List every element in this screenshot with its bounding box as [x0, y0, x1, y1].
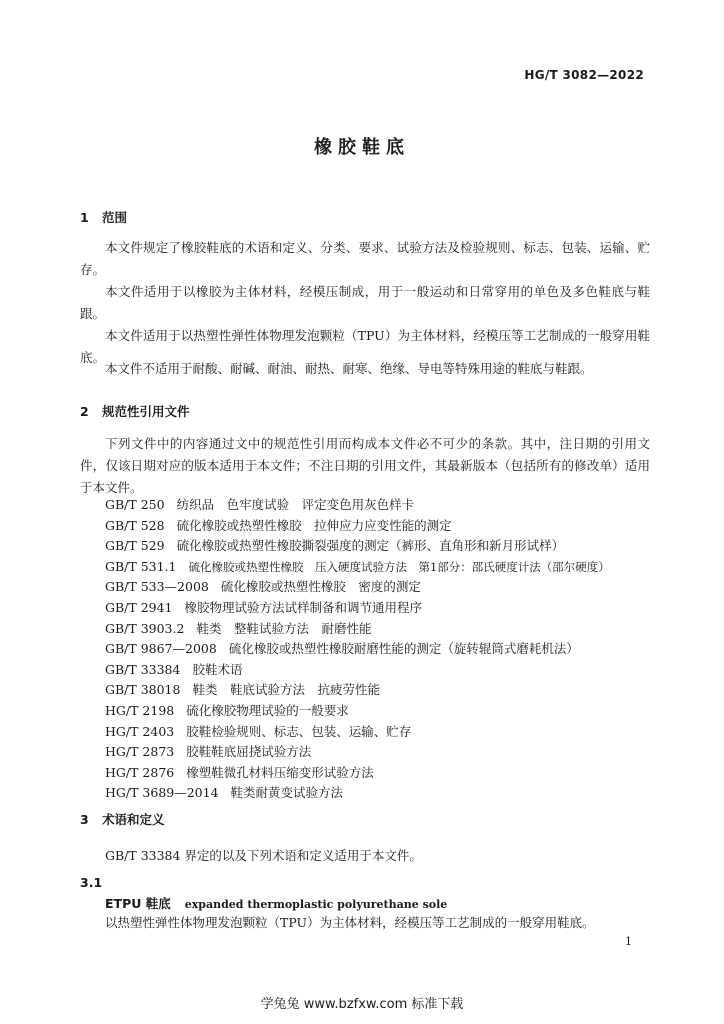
reference-item [105, 701, 665, 722]
section-number: 2 [80, 404, 89, 419]
reference-item [105, 516, 665, 537]
term-number: 3.1 [80, 875, 103, 890]
section-2-heading [80, 402, 190, 420]
terms-intro: GB/T 33384 界定的以及下列术语和定义适用于本文件。 [105, 848, 422, 863]
document-title: 橡胶鞋底 [314, 137, 410, 158]
reference-item [105, 763, 665, 784]
reference-code: GB/T 250 [105, 497, 165, 512]
reference-code: GB/T 529 [105, 538, 165, 554]
reference-title: 鞋类耐黄变试验方法 [230, 785, 344, 801]
reference-title: 纺织品 色牢度试验 评定变色用灰色样卡 [176, 497, 415, 512]
term-definition: 以热塑性弹性体物理发泡颗粒（TPU）为主体材料，经模压等工艺制成的一般穿用鞋底。 [105, 915, 595, 930]
reference-item [105, 536, 665, 557]
section-title: 术语和定义 [102, 812, 165, 827]
reference-code: GB/T 531.1 [105, 558, 177, 574]
reference-item [105, 619, 665, 640]
reference-title: 鞋类 整鞋试验方法 耐磨性能 [196, 620, 372, 636]
references-intro: 下列文件中的内容通过文中的规范性引用而构成本文件必不可少的条款。其中，注日期的引用文件，仅该日期对应的版本适用于本文件；不注日期的引用文件，其最新版本（包括所有的修改单）适用于本文件。 [80, 436, 650, 495]
reference-item [105, 557, 665, 578]
scope-paragraph: 本文件规定了橡胶鞋底的术语和定义、分类、要求、试验方法及检验规则、标志、包装、运输、贮存。 [80, 240, 650, 277]
reference-title: 鞋类 鞋底试验方法 抗疲劳性能 [192, 682, 380, 698]
reference-item [105, 660, 665, 681]
section-3-heading [80, 810, 165, 828]
reference-title: 硫化橡胶或热塑性橡胶耐磨性能的测定（旋转辊筒式磨耗机法） [228, 641, 579, 657]
footer-watermark: 学兔兔 www.bzfxw.com 标准下载 [260, 997, 464, 1012]
reference-title: 硫化橡胶或热塑性橡胶 拉伸应力应变性能的测定 [176, 517, 452, 533]
section-title: 规范性引用文件 [102, 404, 190, 419]
reference-item [105, 783, 665, 804]
reference-item [105, 598, 665, 619]
reference-code: GB/T 33384 [105, 661, 181, 677]
reference-code: HG/T 2876 [105, 764, 175, 780]
section-number: 1 [80, 210, 89, 225]
reference-code: GB/T 533—2008 [105, 579, 209, 595]
reference-code: HG/T 2873 [105, 744, 175, 760]
reference-code: GB/T 3903.2 [105, 620, 185, 636]
reference-title: 硫化橡胶物理试验的一般要求 [186, 702, 349, 718]
reference-code: HG/T 2198 [105, 702, 175, 718]
scope-paragraph: 本文件适用于以热塑性弹性体物理发泡颗粒（TPU）为主体材料，经模压等工艺制成的一般穿用鞋底。 [80, 328, 650, 365]
reference-item [105, 495, 665, 516]
reference-title: 胶鞋鞋底屈挠试验方法 [186, 744, 312, 760]
reference-code: GB/T 2941 [105, 599, 173, 615]
reference-code: HG/T 3689—2014 [105, 785, 219, 801]
reference-list [105, 495, 665, 804]
standard-number: HG/T 3082—2022 [524, 68, 644, 82]
reference-code: GB/T 528 [105, 517, 165, 533]
reference-title: 胶鞋检验规则、标志、包装、运输、贮存 [186, 723, 412, 739]
reference-item [105, 722, 665, 743]
reference-code: GB/T 38018 [105, 682, 181, 698]
term-entry [105, 894, 447, 912]
term-chinese: ETPU 鞋底 [105, 896, 171, 911]
reference-title: 硫化橡胶或热塑性橡胶撕裂强度的测定（裤形、直角形和新月形试样） [176, 538, 565, 554]
section-1-heading [80, 208, 127, 226]
page-number: 1 [625, 935, 632, 948]
section-title: 范围 [102, 210, 128, 225]
scope-paragraph: 本文件适用于以橡胶为主体材料，经模压制成，用于一般运动和日常穿用的单色及多色鞋底与鞋跟。 [80, 284, 650, 321]
term-english: expanded thermoplastic polyurethane sole [184, 898, 448, 911]
reference-title: 橡胶物理试验方法试样制备和调节通用程序 [184, 599, 423, 615]
scope-paragraph: 本文件不适用于耐酸、耐碱、耐油、耐热、耐寒、绝缘、导电等特殊用途的鞋底与鞋跟。 [105, 361, 593, 376]
reference-item [105, 639, 665, 660]
reference-item [105, 577, 665, 598]
reference-title: 硫化橡胶或热塑性橡胶 压入硬度试验方法 第1部分：邵氏硬度计法（邵尔硬度） [188, 559, 610, 574]
reference-title: 橡塑鞋微孔材料压缩变形试验方法 [186, 764, 374, 780]
reference-title: 胶鞋术语 [192, 661, 243, 677]
reference-item [105, 742, 665, 763]
reference-item [105, 680, 665, 701]
reference-code: GB/T 9867—2008 [105, 641, 217, 657]
reference-code: HG/T 2403 [105, 723, 175, 739]
section-number: 3 [80, 812, 89, 827]
reference-title: 硫化橡胶或热塑性橡胶 密度的测定 [220, 579, 421, 595]
